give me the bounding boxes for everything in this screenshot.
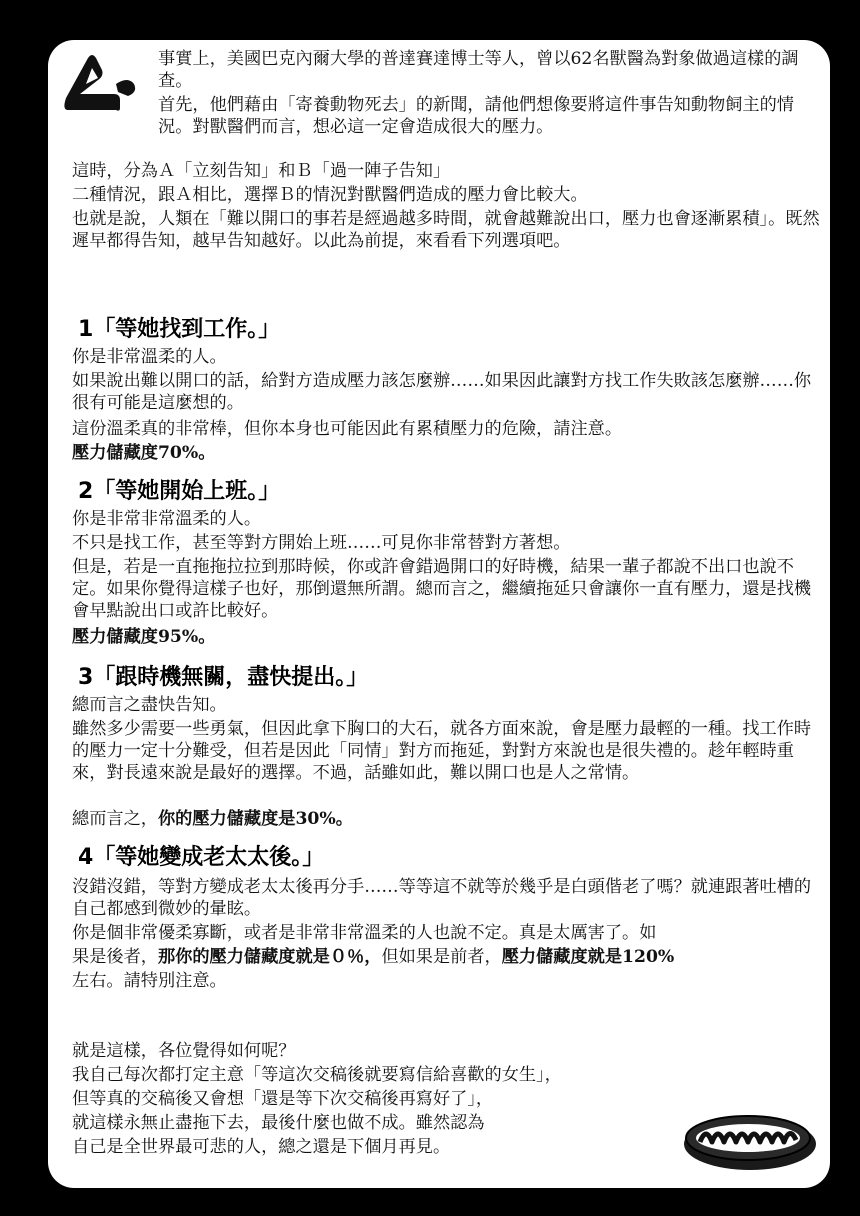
option-1-line-3: 這份溫柔真的非常棒，但你本身也可能因此有累積壓力的危險，請注意。 (72, 419, 623, 439)
option-2-heading: 2「等她開始上班。」 (78, 479, 281, 504)
option-4-result-end: 左右。請特別注意。 (72, 971, 227, 991)
option-4-heading: 4「等她變成老太太後。」 (78, 845, 325, 870)
option-2-line-1: 你是非常非常溫柔的人。 (72, 509, 262, 529)
option-1-line-1: 你是非常溫柔的人。 (72, 347, 227, 367)
mitochondrion-doodle-icon (680, 1108, 820, 1174)
option-3-line-2: 雖然多少需要一些勇氣，但因此拿下胸口的大石，就各方面來說，會是壓力最輕的一種。找工作時的壓力一定十分難受，但若是因此「同情」對方而拖延，對對方來說也是很失禮的。趁年輕時重來，對長遠來說是最好的選擇。不過，話雖如此，難以開口也是人之常情。 (72, 719, 812, 783)
option-1-heading: 1「等她找到工作。」 (78, 317, 281, 342)
outro-line-2: 我自己每次都打定主意「等這次交稿後就要寫信給喜歡的女生」， (72, 1065, 562, 1085)
option-2-line-3: 但是，若是一直拖拖拉拉到那時候，你或許會錯過開口的好時機，結果一輩子都說不出口也說不定。如果你覺得這樣子也好，那倒還無所謂。總而言之，繼續拖延只會讓你一直有壓力，還是找機會早點說出口或許比較好。 (72, 557, 812, 621)
intro-paragraph-4: 二種情況，跟Ａ相比，選擇Ｂ的情況對獸醫們造成的壓力會比較大。 (72, 185, 588, 205)
option-3-line-1: 總而言之盡快告知。 (72, 695, 227, 715)
option-3-result-line (72, 808, 820, 830)
option-3-result: 你的壓力儲藏度是30%。 (157, 809, 353, 829)
outro-line-5: 自己是全世界最可悲的人，總之還是下個月再見。 (72, 1137, 451, 1157)
option-4-line-2: 你是個非常優柔寡斷，或者是非常非常溫柔的人也說不定。真是太厲害了。如 (72, 923, 657, 943)
intro-paragraph-2: 首先，他們藉由「寄養動物死去」的新聞，請他們想像要將這件事告知動物飼主的情況。對獸醫們而言，想必這一定會造成很大的壓力。 (158, 95, 794, 137)
outro-line-4: 就這樣永無止盡拖下去，最後什麼也做不成。雖然認為 (72, 1113, 485, 1133)
option-1-line-2: 如果說出難以開口的話，給對方造成壓力該怎麼辦……如果因此讓對方找工作失敗該怎麼辦……你很有可能是這麼想的。 (72, 371, 812, 413)
letter-a-logo-icon (58, 50, 142, 120)
option-3-result-prefix: 總而言之， (72, 809, 158, 829)
intro-paragraph-3: 這時，分為Ａ「立刻告知」和Ｂ「過一陣子告知」 (72, 161, 451, 181)
option-2-line-2: 不只是找工作，甚至等對方開始上班……可見你非常替對方著想。 (72, 533, 571, 553)
option-1-result: 壓力儲藏度70%。 (72, 443, 216, 463)
text-panel (48, 40, 830, 1188)
option-4-result-part-2: 那你的壓力儲藏度就是０％， (157, 947, 382, 967)
intro-paragraph-5: 也就是說，人類在「難以開口的事若是經過越多時間，就會越難說出口，壓力也會逐漸累積」。既然遲早都得告知，越早告知越好。以此為前提，來看看下列選項吧。 (72, 209, 820, 251)
option-4-line-1: 沒錯沒錯，等對方變成老太太後再分手……等等這不就等於幾乎是白頭偕老了嗎？就連跟著吐槽的自己都感到微妙的暈眩。 (72, 877, 812, 919)
option-2-result: 壓力儲藏度95%。 (72, 627, 216, 647)
outro-line-3: 但等真的交稿後又會想「還是等下次交稿後再寫好了」， (72, 1089, 494, 1109)
intro-paragraph-1: 事實上，美國巴克內爾大學的普達賽達博士等人，曾以62名獸醫為對象做過這樣的調查。 (158, 49, 799, 91)
option-4-result-part-3: 但如果是前者， (381, 947, 502, 967)
option-3-heading: 3「跟時機無關，盡快提出。」 (78, 665, 369, 690)
outro-line-1: 就是這樣，各位覺得如何呢？ (72, 1041, 296, 1061)
option-4-result-line (72, 946, 820, 968)
option-4-result-part-4: 壓力儲藏度就是120% (501, 947, 675, 967)
option-4-result-part-1: 果是後者， (72, 947, 158, 967)
